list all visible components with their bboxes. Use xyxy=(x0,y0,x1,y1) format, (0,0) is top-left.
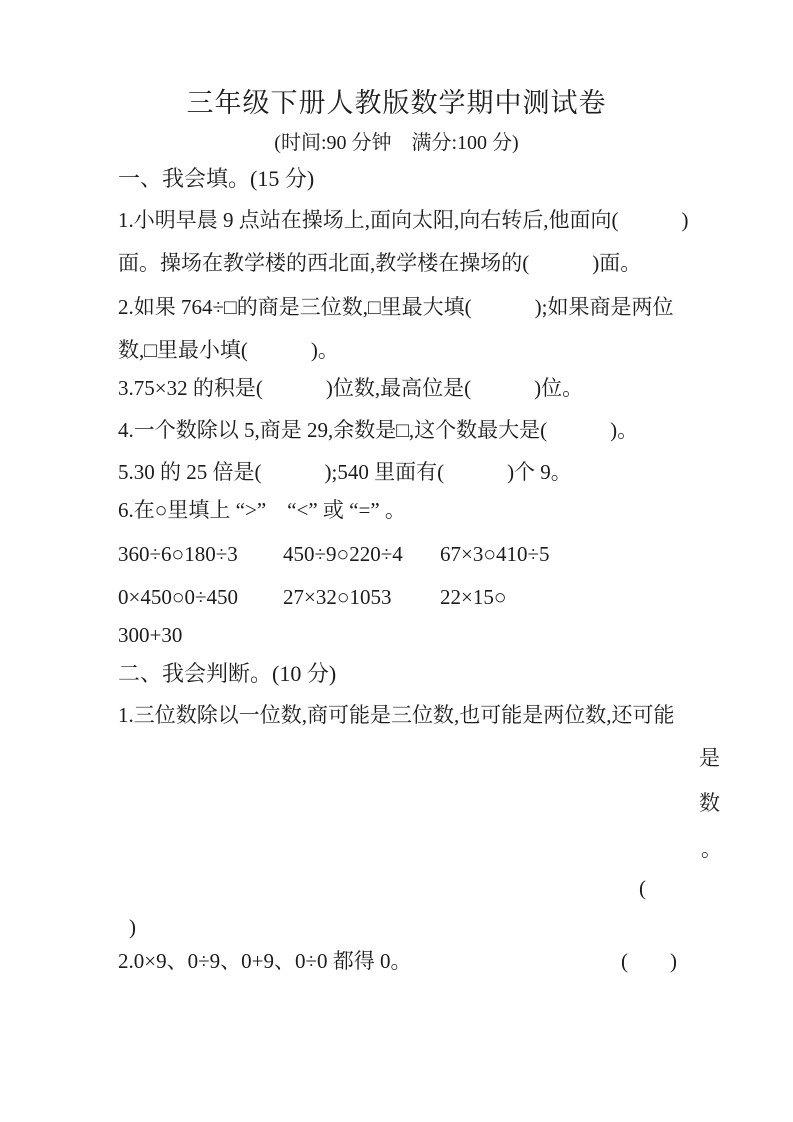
fill-q3: 3.75×32 的积是( )位数,最高位是( )位。 xyxy=(118,376,584,400)
doc-title: 三年级下册人教版数学期中测试卷 xyxy=(186,88,607,118)
compare-item: 450÷9○220÷4 xyxy=(283,542,403,566)
compare-item: 27×32○1053 xyxy=(283,585,392,609)
fill-q2-line2: 数,□里最小填( )。 xyxy=(118,338,339,362)
judge-q1-answer-paren-open: ( xyxy=(639,876,646,900)
section-judge-heading: 二、我会判断。(10 分) xyxy=(118,661,337,686)
fill-q5: 5.30 的 25 倍是( );540 里面有( )个 9。 xyxy=(118,460,572,484)
judge-q1-wrap-char-shi: 是 xyxy=(699,746,720,770)
compare-item: 0×450○0÷450 xyxy=(118,585,239,609)
compare-item: 67×3○410÷5 xyxy=(440,542,550,566)
fill-q4: 4.一个数除以 5,商是 29,余数是□,这个数最大是( )。 xyxy=(118,418,639,442)
judge-q1-answer-paren-close: ) xyxy=(129,915,136,939)
compare-item: 360÷6○180÷3 xyxy=(118,542,238,566)
doc-subtitle: (时间:90 分钟 满分:100 分) xyxy=(274,132,519,154)
judge-q1-line1: 1.三位数除以一位数,商可能是三位数,也可能是两位数,还可能 xyxy=(118,703,675,727)
judge-q2-answer-blank: ( ) xyxy=(621,949,677,973)
judge-q1-wrap-period: 。 xyxy=(701,837,722,861)
fill-q2-line1: 2.如果 764÷□的商是三位数,□里最大填( );如果商是两位 xyxy=(118,295,674,319)
judge-q2-text: 2.0×9、0÷9、0+9、0÷0 都得 0。 xyxy=(118,949,412,973)
fill-q1-line1: 1.小明早晨 9 点站在操场上,面向太阳,向右转后,他面向( ) xyxy=(118,208,689,232)
compare-item-wrapped: 300+30 xyxy=(118,623,183,647)
section-fill-heading: 一、我会填。(15 分) xyxy=(118,166,315,191)
fill-q1-line2: 面。操场在教学楼的西北面,教学楼在操场的( )面。 xyxy=(118,251,642,275)
compare-item: 22×15○ xyxy=(440,585,507,609)
fill-q6: 6.在○里填上 “>” “<” 或 “=” 。 xyxy=(118,498,406,522)
judge-q1-wrap-char-shu: 数 xyxy=(699,791,720,815)
